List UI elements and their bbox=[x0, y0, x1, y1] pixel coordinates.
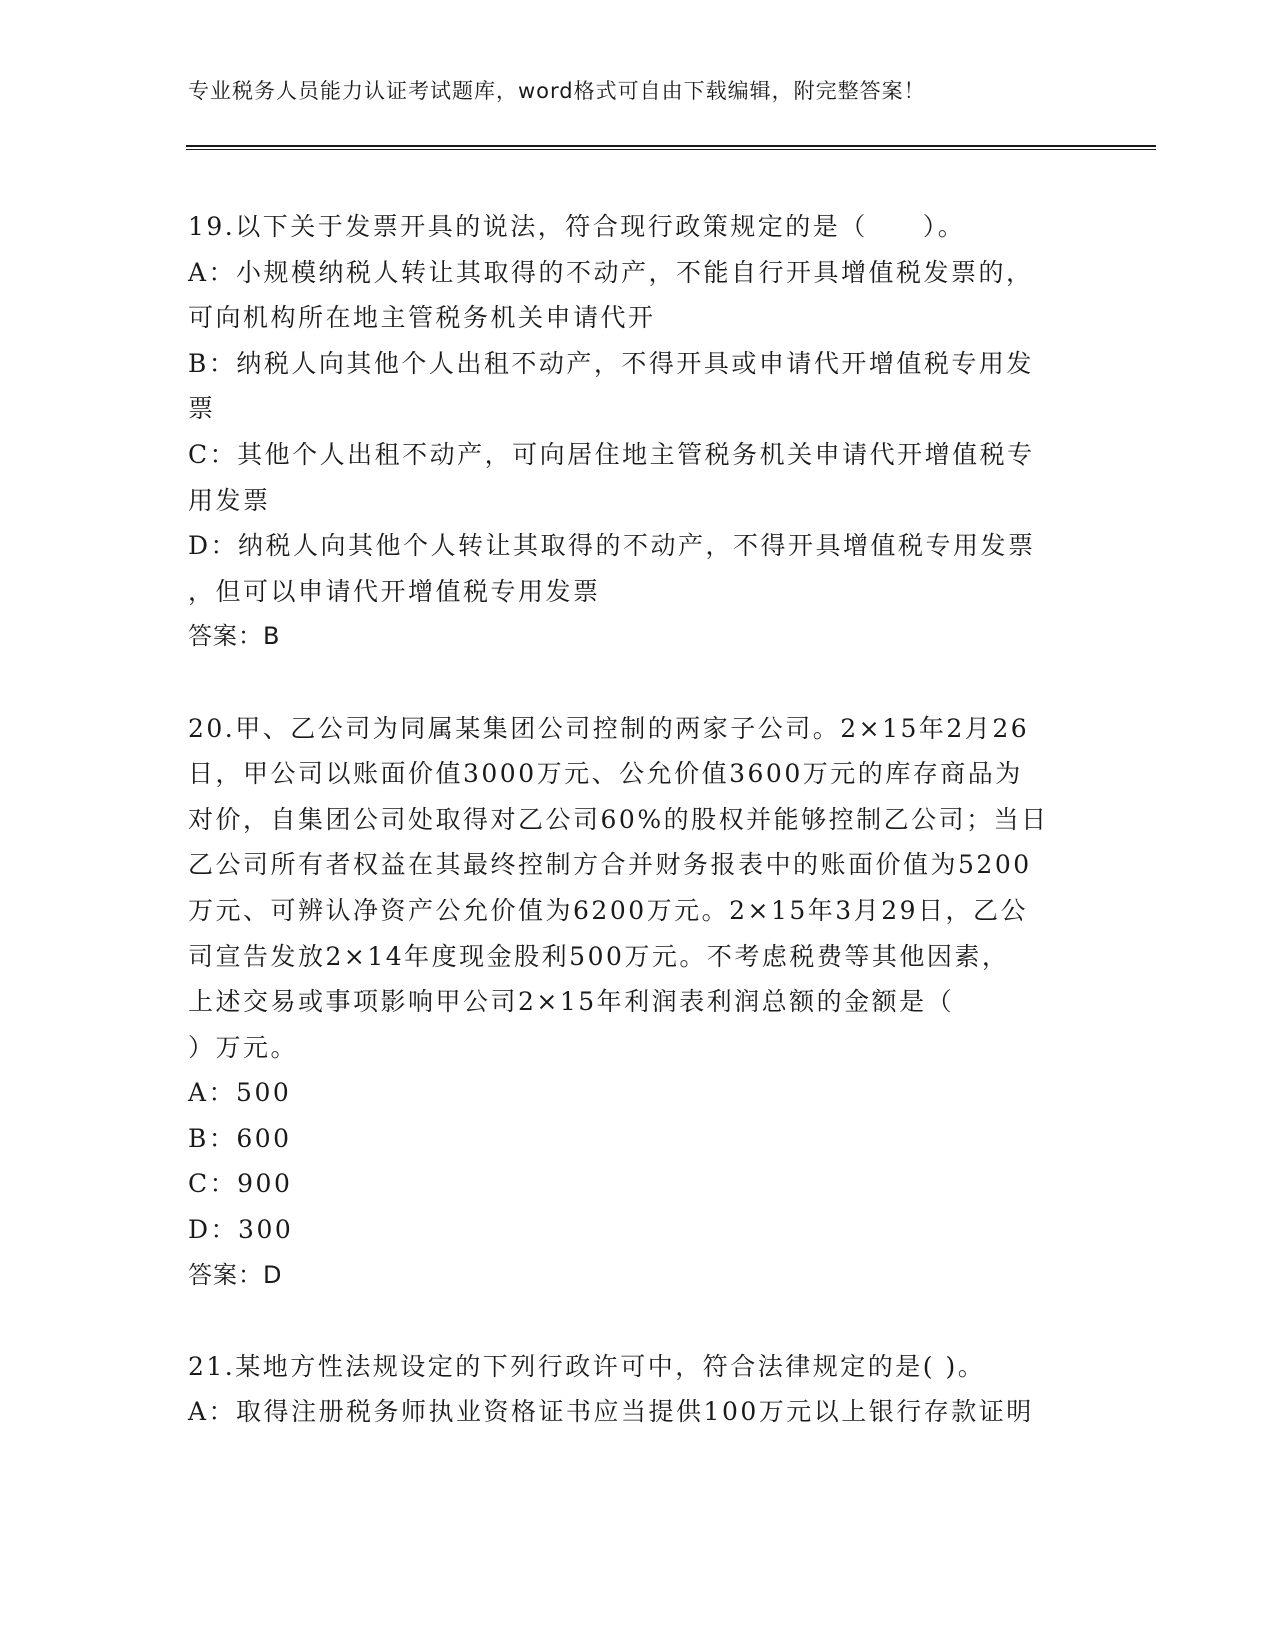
option-c: C：900 bbox=[188, 1169, 293, 1199]
option-d-continued: ，但可以申请代开增值税专用发票 bbox=[188, 576, 601, 606]
answer-label: 答案：D bbox=[188, 1260, 283, 1289]
answer-label: 答案：B bbox=[188, 622, 281, 651]
question-list bbox=[188, 204, 1088, 1481]
question-stem-line: 万元、可辨认净资产公允价值为6200万元。2×15年3月29日，乙公 bbox=[188, 895, 1029, 925]
question-stem-line: 对价，自集团公司处取得对乙公司60%的股权并能够控制乙公司；当日 bbox=[188, 804, 1049, 834]
option-d: D：300 bbox=[188, 1215, 294, 1245]
question-stem-line: 上述交易或事项影响甲公司2×15年利润表利润总额的金额是（ bbox=[188, 987, 955, 1017]
option-c-continued: 用发票 bbox=[188, 485, 271, 515]
question-stem-line: 司宣告发放2×14年度现金股利500万元。不考虑税费等其他因素， bbox=[188, 941, 1010, 971]
question-stem-line: 日，甲公司以账面价值3000万元、公允价值3600万元的库存商品为 bbox=[188, 759, 1023, 789]
page-header: 专业税务人员能力认证考试题库，word格式可自由下载编辑，附完整答案！ bbox=[188, 79, 926, 103]
option-a: A：500 bbox=[188, 1078, 292, 1108]
header-rule bbox=[186, 145, 1156, 150]
option-b: B：纳税人向其他个人出租不动产，不得开具或申请代开增值税专用发 bbox=[188, 348, 1034, 378]
option-b: B：600 bbox=[188, 1123, 292, 1153]
question-stem: 19.以下关于发票开具的说法，符合现行政策规定的是（ ）。 bbox=[188, 212, 966, 241]
option-a: A：小规模纳税人转让其取得的不动产，不能自行开具增值税发票的， bbox=[188, 257, 1034, 287]
question-stem-line: 乙公司所有者权益在其最终控制方合并财务报表中的账面价值为5200 bbox=[188, 850, 1032, 880]
question-stem: 21.某地方性法规设定的下列行政许可中，符合法律规定的是( )。 bbox=[188, 1351, 986, 1381]
question-stem-line: ）万元。 bbox=[188, 1032, 299, 1062]
option-d: D：纳税人向其他个人转让其取得的不动产，不得开具增值税专用发票 bbox=[188, 531, 1036, 561]
option-a-continued: 可向机构所在地主管税务机关申请代开 bbox=[188, 303, 656, 333]
option-a: A：取得注册税务师执业资格证书应当提供100万元以上银行存款证明 bbox=[188, 1397, 1034, 1427]
question-21 bbox=[188, 1344, 1088, 1435]
question-19 bbox=[188, 204, 1088, 660]
option-c: C：其他个人出租不动产，可向居住地主管税务机关申请代开增值税专 bbox=[188, 439, 1035, 469]
option-b-continued: 票 bbox=[188, 394, 216, 424]
question-stem: 20.甲、乙公司为同属某集团公司控制的两家子公司。2×15年2月26 bbox=[188, 713, 1030, 743]
question-20 bbox=[188, 706, 1088, 1299]
